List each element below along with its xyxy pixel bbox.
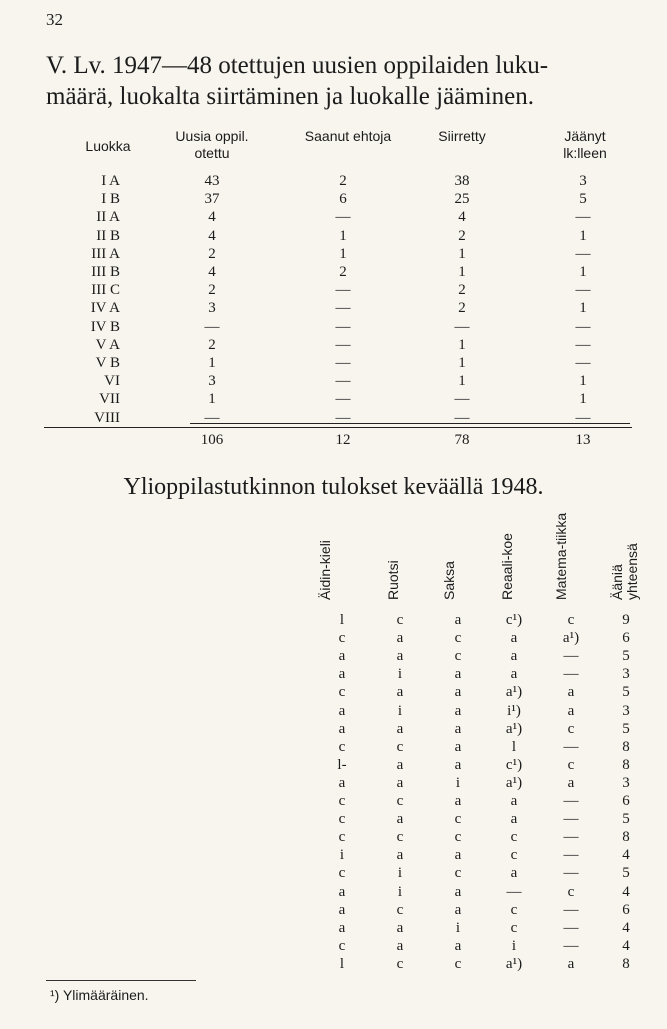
grade-cell: — <box>563 648 579 665</box>
grade-cell: a <box>510 811 518 828</box>
table1-cell: 2 <box>458 300 466 317</box>
class-label: II A <box>96 209 120 226</box>
grade-cell: l <box>511 738 517 755</box>
table1-cell: 25 <box>454 191 470 208</box>
grade-cell: 4 <box>622 883 630 900</box>
table1-cell: — <box>335 336 351 353</box>
grade-cell: c <box>454 829 462 846</box>
grade-cell: 3 <box>622 774 630 791</box>
grade-cell: c <box>338 811 346 828</box>
grade-cell: c <box>567 883 575 900</box>
table-row <box>0 757 667 775</box>
table-row <box>0 811 667 829</box>
grade-cell: a <box>567 774 575 791</box>
table1-cell: — <box>454 409 470 426</box>
grade-cell: c <box>338 738 346 755</box>
class-label: VIII <box>94 409 120 426</box>
grade-cell: — <box>563 847 579 864</box>
grade-cell: c <box>338 630 346 647</box>
grade-cell: — <box>563 738 579 755</box>
grade-cell: 4 <box>622 937 630 954</box>
grade-cell: a <box>396 919 404 936</box>
table-row <box>0 739 667 757</box>
class-label: III A <box>91 245 120 262</box>
grade-cell: c <box>338 829 346 846</box>
table1-cell: 4 <box>208 264 216 280</box>
grade-cell: c <box>510 847 518 864</box>
grade-cell: 6 <box>622 630 630 647</box>
table-row <box>0 902 667 920</box>
class-label: I B <box>101 191 120 208</box>
table1-cell: — <box>335 282 351 299</box>
grade-cell: — <box>563 829 579 846</box>
heading-line-1: V. Lv. 1947—48 otettujen uusien oppilaiden luku- <box>46 52 549 79</box>
grade-cell: a <box>396 937 404 954</box>
table1-cell: — <box>335 373 351 390</box>
grade-cell: a <box>454 612 462 628</box>
grade-cell: a¹) <box>505 955 523 972</box>
table1-cell: 1 <box>458 355 466 371</box>
table1-cell: — <box>575 209 591 226</box>
grade-cell: a¹) <box>505 684 523 701</box>
grade-cell: — <box>563 901 579 918</box>
grade-cell: — <box>563 865 579 882</box>
footnote-rule <box>46 980 196 981</box>
grade-cell: c¹) <box>505 612 523 628</box>
grade-cell: 5 <box>622 684 630 701</box>
grade-cell: a <box>510 666 518 683</box>
table1-cell: 3 <box>208 373 216 390</box>
table1-cell: 3 <box>208 300 216 317</box>
grade-cell: — <box>563 811 579 828</box>
grade-cell: i <box>339 847 345 864</box>
class-label: I A <box>101 173 120 189</box>
grade-cell: — <box>563 666 579 683</box>
grade-cell: c <box>396 738 404 755</box>
table1-total: 106 <box>200 432 224 448</box>
table1-cell: 1 <box>579 300 587 317</box>
grade-cell: a <box>338 720 346 737</box>
grade-cell: a <box>454 847 462 864</box>
table-row <box>0 865 667 883</box>
grade-cell: l <box>339 612 345 628</box>
table-row <box>0 956 667 974</box>
table-row <box>0 648 667 666</box>
class-label: V A <box>95 336 120 353</box>
table1-cell: 5 <box>579 191 587 208</box>
grade-cell: a <box>567 684 575 701</box>
grade-cell: a <box>454 883 462 900</box>
grade-cell: i <box>397 883 403 900</box>
grade-cell: a <box>338 883 346 900</box>
grade-cell: — <box>563 937 579 954</box>
table1-header-3: Siirretty <box>438 128 486 144</box>
table1-cell: 1 <box>208 355 216 371</box>
grade-cell: c <box>454 811 462 828</box>
grade-cell: 4 <box>622 847 630 864</box>
grade-cell: a <box>454 793 462 809</box>
class-label: III C <box>91 282 120 299</box>
grade-cell: 5 <box>622 811 630 828</box>
table2-header-3: Reaali-koe <box>499 533 515 600</box>
table1-cell: — <box>575 409 591 426</box>
table-row <box>0 666 667 684</box>
table1-cell: — <box>335 318 351 335</box>
table1-rule-top <box>190 423 630 424</box>
grade-cell: a <box>396 811 404 828</box>
table2-header-2: Saksa <box>441 561 457 600</box>
grade-cell: a <box>510 630 518 647</box>
table2-header-5: Ääniä yhteensä <box>609 543 640 600</box>
grade-cell: a <box>454 738 462 755</box>
table-row <box>0 612 667 630</box>
heading-line-2: määrä, luokalta siirtäminen ja luokalle jääminen. <box>46 83 535 110</box>
table-row <box>0 938 667 956</box>
grade-cell: c <box>396 793 404 809</box>
grade-cell: c <box>454 865 462 882</box>
grade-cell: a <box>454 901 462 918</box>
table1-cell: — <box>575 282 591 299</box>
table1-cell: 43 <box>204 173 220 189</box>
class-label: VI <box>104 373 120 390</box>
grade-cell: a <box>510 865 518 882</box>
table1-cell: 1 <box>339 227 347 244</box>
grade-cell: a <box>338 774 346 791</box>
class-label: II B <box>96 227 120 244</box>
footnote: ¹) Ylimääräinen. <box>50 987 149 1003</box>
table1-cell: 2 <box>339 173 347 189</box>
grade-cell: a <box>396 630 404 647</box>
table2-header-1: Ruotsi <box>385 560 401 600</box>
table1-cell: 1 <box>458 336 466 353</box>
table1-cell: 2 <box>208 245 216 262</box>
grade-cell: a <box>510 793 518 809</box>
grade-cell: i <box>455 774 461 791</box>
table1-cell: 4 <box>208 209 216 226</box>
table1-cell: — <box>335 355 351 371</box>
table1-cell: 3 <box>579 173 587 189</box>
grade-cell: a <box>338 648 346 665</box>
table-row <box>0 847 667 865</box>
table1-cell: 4 <box>458 209 466 226</box>
page-number: 32 <box>46 10 63 29</box>
grade-cell: a <box>396 756 404 773</box>
table-row <box>0 920 667 938</box>
grade-cell: a <box>454 684 462 701</box>
grade-cell: a¹) <box>505 774 523 791</box>
grade-cell: c <box>454 630 462 647</box>
table1-cell: — <box>335 300 351 317</box>
grade-cell: i <box>397 666 403 683</box>
table1-cell: 2 <box>208 336 216 353</box>
table1-cell: — <box>575 336 591 353</box>
grade-cell: — <box>506 883 522 900</box>
grade-cell: c <box>567 720 575 737</box>
grade-cell: a <box>567 955 575 972</box>
grade-cell: 5 <box>622 648 630 665</box>
table-row <box>0 829 667 847</box>
grade-cell: i <box>397 865 403 882</box>
table1-header-0: Luokka <box>85 138 131 154</box>
grade-cell: 8 <box>622 738 630 755</box>
grade-cell: a <box>396 648 404 665</box>
grade-cell: c <box>338 937 346 954</box>
grade-cell: a¹) <box>505 720 523 737</box>
grade-cell: a <box>396 774 404 791</box>
table1-cell: 2 <box>208 282 216 299</box>
table2-heading: Ylioppilastutkinnon tulokset keväällä 1948. <box>123 474 544 500</box>
grade-cell: a <box>396 847 404 864</box>
table1-cell: 1 <box>579 264 587 280</box>
grade-cell: 8 <box>622 955 630 972</box>
grade-cell: c <box>396 829 404 846</box>
grade-cell: i <box>511 937 517 954</box>
table1-cell: — <box>454 391 470 408</box>
table1-header-1: Uusia oppil. otettu <box>175 128 249 161</box>
grade-cell: c <box>396 612 404 628</box>
grade-cell: 4 <box>622 919 630 936</box>
grade-cell: a <box>338 702 346 719</box>
table1-cell: 1 <box>458 245 466 262</box>
grade-cell: c¹) <box>505 756 523 773</box>
grade-cell: a <box>454 720 462 737</box>
table1-cell: — <box>454 318 470 335</box>
table1-cell: — <box>575 245 591 262</box>
grade-cell: i <box>455 919 461 936</box>
table1-rule-bottom <box>44 427 632 428</box>
table1-cell: 1 <box>339 245 347 262</box>
grade-cell: c <box>338 865 346 882</box>
table-row <box>0 630 667 648</box>
table1-cell: 1 <box>579 373 587 390</box>
class-label: III B <box>91 264 120 280</box>
grade-cell: a <box>338 919 346 936</box>
grade-cell: c <box>567 612 575 628</box>
grade-cell: c <box>454 955 462 972</box>
table1-total: 13 <box>575 432 591 448</box>
grade-cell: a <box>338 666 346 683</box>
table-row <box>0 684 667 702</box>
table-row <box>0 884 667 902</box>
table1-cell: 2 <box>458 282 466 299</box>
class-label: V B <box>95 355 120 371</box>
table1-cell: — <box>575 318 591 335</box>
table1-cell: 2 <box>458 227 466 244</box>
table1-cell: 6 <box>339 191 347 208</box>
table1-cell: — <box>335 209 351 226</box>
table-row <box>0 793 667 811</box>
grade-cell: a <box>454 756 462 773</box>
grade-cell: i <box>397 702 403 719</box>
grade-cell: c <box>567 756 575 773</box>
grade-cell: l <box>339 955 345 972</box>
grade-cell: a <box>396 684 404 701</box>
grade-cell: 8 <box>622 829 630 846</box>
table1-header-2: Saanut ehtoja <box>304 128 392 144</box>
grade-cell: a¹) <box>562 630 580 647</box>
table1-total: 78 <box>454 432 470 448</box>
admissions-table <box>0 0 667 460</box>
grade-cell: c <box>510 919 518 936</box>
grade-cell: c <box>338 793 346 809</box>
table2-header-4: Matema-tiikka <box>553 512 569 600</box>
table1-cell: — <box>204 318 220 335</box>
grade-cell: l- <box>337 756 347 773</box>
grade-cell: — <box>563 793 579 809</box>
table1-cell: 37 <box>204 191 220 208</box>
table1-cell: 1 <box>208 391 216 408</box>
grade-cell: a <box>454 702 462 719</box>
grade-cell: 8 <box>622 756 630 773</box>
table-row <box>0 721 667 739</box>
table1-cell: 1 <box>579 391 587 408</box>
grade-cell: a <box>567 702 575 719</box>
table1-cell: — <box>204 409 220 426</box>
grade-cell: 6 <box>622 901 630 918</box>
grade-cell: a <box>510 648 518 665</box>
grade-cell: 3 <box>622 702 630 719</box>
grade-cell: c <box>396 901 404 918</box>
grade-cell: i¹) <box>507 702 521 719</box>
grade-cell: 5 <box>622 865 630 882</box>
table1-cell: 2 <box>339 264 347 280</box>
table1-header-4: Jäänyt lk:lleen <box>563 128 607 161</box>
grade-cell: c <box>510 829 518 846</box>
grade-cell: c <box>454 648 462 665</box>
table2-header-0: Äidin-kieli <box>317 540 333 600</box>
table-row <box>0 703 667 721</box>
table1-total: 12 <box>335 432 351 448</box>
grade-cell: c <box>338 684 346 701</box>
grade-cell: a <box>338 901 346 918</box>
grade-cell: a <box>454 937 462 954</box>
table1-cell: 1 <box>579 227 587 244</box>
grade-cell: c <box>510 901 518 918</box>
table1-cell: 4 <box>208 227 216 244</box>
class-label: IV A <box>90 300 120 317</box>
class-label: IV B <box>90 318 120 335</box>
class-label: VII <box>99 391 120 408</box>
table1-cell: — <box>575 355 591 371</box>
table1-cell: — <box>335 391 351 408</box>
table1-cell: 1 <box>458 373 466 390</box>
grade-cell: 9 <box>622 612 630 628</box>
grade-cell: — <box>563 919 579 936</box>
grade-cell: 6 <box>622 793 630 809</box>
grade-cell: 3 <box>622 666 630 683</box>
table1-cell: 38 <box>454 173 470 189</box>
table1-cell: 1 <box>458 264 466 280</box>
grade-cell: 5 <box>622 720 630 737</box>
table-row <box>0 775 667 793</box>
table1-cell: — <box>335 409 351 426</box>
grade-cell: a <box>396 720 404 737</box>
grade-cell: c <box>396 955 404 972</box>
grade-cell: a <box>454 666 462 683</box>
